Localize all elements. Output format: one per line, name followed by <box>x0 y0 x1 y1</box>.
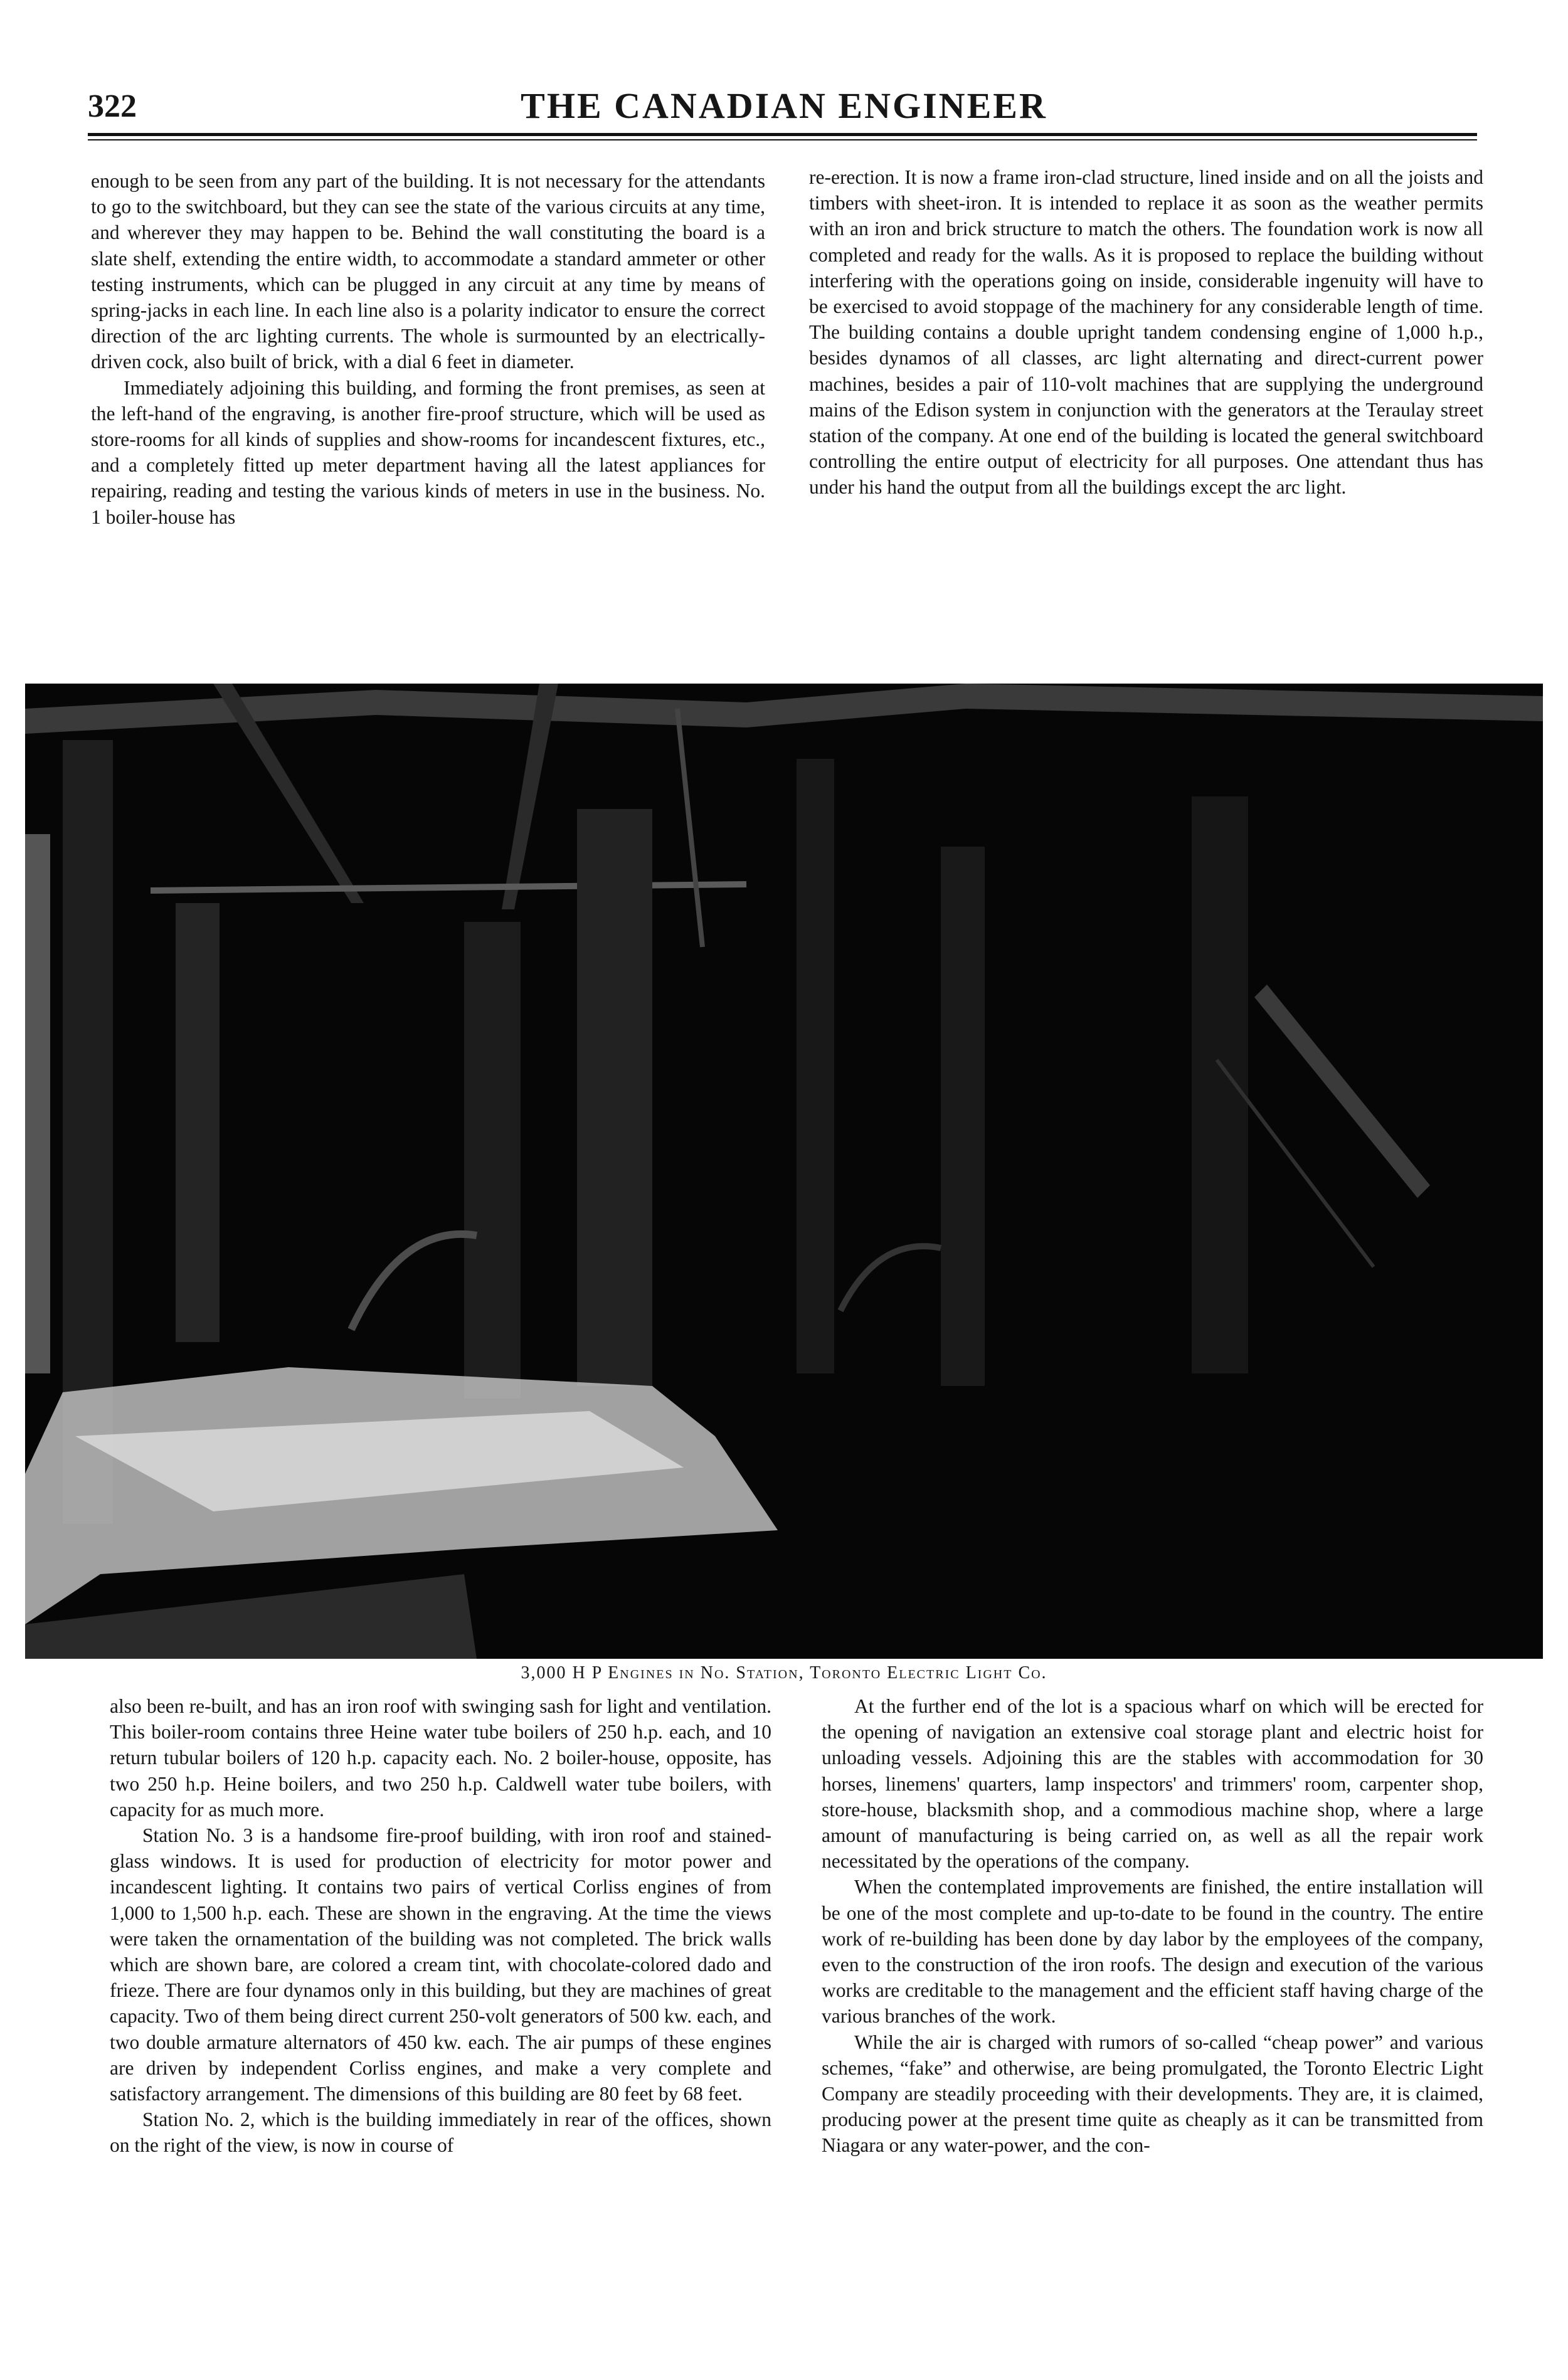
text-column-bottom-right <box>822 1693 1483 2159</box>
running-title: THE CANADIAN ENGINEER <box>521 85 1047 126</box>
paragraph: While the air is charged with rumors of so-called “cheap power” and various schemes, “fake” and otherwise, are being promulgated, the Toronto Electric Light Company are steadily proceeding with their developments. They are, it is claimed, producing power at the present time quite as cheaply as it can be transmitted from Niagara or any water-power, and the con- <box>822 2031 1483 2157</box>
paragraph: At the further end of the lot is a spacious wharf on which will be erected for the opening of navigation an extensive coal storage plant and electric hoist for unloading vessels. Adjoining this are the stables with accommodation for 30 horses, linemens' quarters, lamp inspectors' and trimmers' room, carpenter shop, store-house, blacksmith shop, and a commodious machine shop, where a large amount of manufacturing is being carried on, as well as all the repair work necessitated by the operations of the company. <box>822 1695 1483 1873</box>
text-column-top-left <box>91 168 765 530</box>
header-rule-bottom <box>88 139 1477 140</box>
engine-room-photograph <box>25 684 1543 1659</box>
paragraph: When the contemplated improvements are finished, the entire installation will be one of the most complete and up-to-date to be found in the country. The entire work of re-building has been done by day labor by the employees of the company, even to the construction of the iron roofs. The design and execution of the various works are creditable to the management and the efficient staff having charge of the various branches of the work. <box>822 1876 1483 2028</box>
header-rule-top <box>88 133 1477 136</box>
paragraph: enough to be seen from any part of the building. It is not necessary for the attendants to go to the switchboard, but they can see the state of the various circuits at any time, and wherever they may happen to be. Behind the wall constituting the board is a slate shelf, extending the entire width, to accommodate a standard ammeter or other testing instruments, which can be plugged in any circuit at any time by means of spring-jacks in each line. In each line also is a polarity indicator to ensure the correct direction of the arc lighting currents. The whole is surmounted by an electrically-driven cock, also built of brick, with a dial 6 feet in diameter. <box>91 170 765 373</box>
paragraph: Station No. 3 is a handsome fire-proof building, with iron roof and stained-glass windows. It is used for production of electricity for motor power and incandescent lighting. It contains two pairs of vertical Corliss engines of from 1,000 to 1,500 h.p. each. These are shown in the engraving. At the time the views were taken the ornamentation of the building was not completed. The brick walls which are shown bare, are colored a cream tint, with chocolate-colored dado and frieze. There are four dynamos only in this building, but they are machines of great capacity. Two of them being direct current 250-volt generators of 500 kw. each, and two double armature alternators of 450 kw. each. The air pumps of these engines are driven by independent Corliss engines, and make a very complete and satisfactory arrangement. The dimensions of this building are 80 feet by 68 feet. <box>110 1824 772 2105</box>
paragraph: also been re-built, and has an iron roof with swinging sash for light and ventilation. This boiler-room contains three Heine water tube boilers of 250 h.p. each, and 10 return tubular boilers of 120 h.p. capacity each. No. 2 boiler-house, opposite, has two 250 h.p. Heine boilers, and two 250 h.p. Caldwell water tube boilers, with capacity for as much more. <box>110 1695 771 1821</box>
page-number: 322 <box>88 88 137 124</box>
figure-caption: 3,000 H P Engines in No. Station, Toronto Electric Light Co. <box>521 1663 1047 1683</box>
paragraph: Station No. 2, which is the building immediately in rear of the offices, shown on the right of the view, is now in course of <box>110 2108 771 2157</box>
text-column-bottom-left <box>110 1693 771 2159</box>
paragraph: Immediately adjoining this building, and forming the front premises, as seen at the left-hand of the engraving, is another fire-proof structure, which will be used as store-rooms for all kinds of supplies and show-rooms for incandescent fixtures, etc., and a completely fitted up meter department having all the latest appliances for repairing, reading and testing the various kinds of meters in use in the business. No. 1 boiler-house has <box>91 376 765 528</box>
paragraph: re-erection. It is now a frame iron-clad structure, lined inside and on all the joists and timbers with sheet-iron. It is intended to replace it as soon as the weather permits with an iron and brick structure to match the others. The foundation work is now all completed and ready for the walls. As it is proposed to replace the building without interfering with the operations going on inside, considerable ingenuity will have to be exercised to avoid stoppage of the machinery for any considerable length of time. The building contains a double upright tandem condensing engine of 1,000 h.p., besides dynamos of all classes, arc light alternating and direct-current power machines, besides a pair of 110-volt machines that are supplying the underground mains of the Edison system in conjunction with the generators at the Teraulay street station of the company. At one end of the building is located the general switchboard controlling the entire output of electricity for all purposes. One attendant thus has under his hand the output from all the buildings except the arc light. <box>809 166 1483 499</box>
text-column-top-right <box>809 164 1483 500</box>
